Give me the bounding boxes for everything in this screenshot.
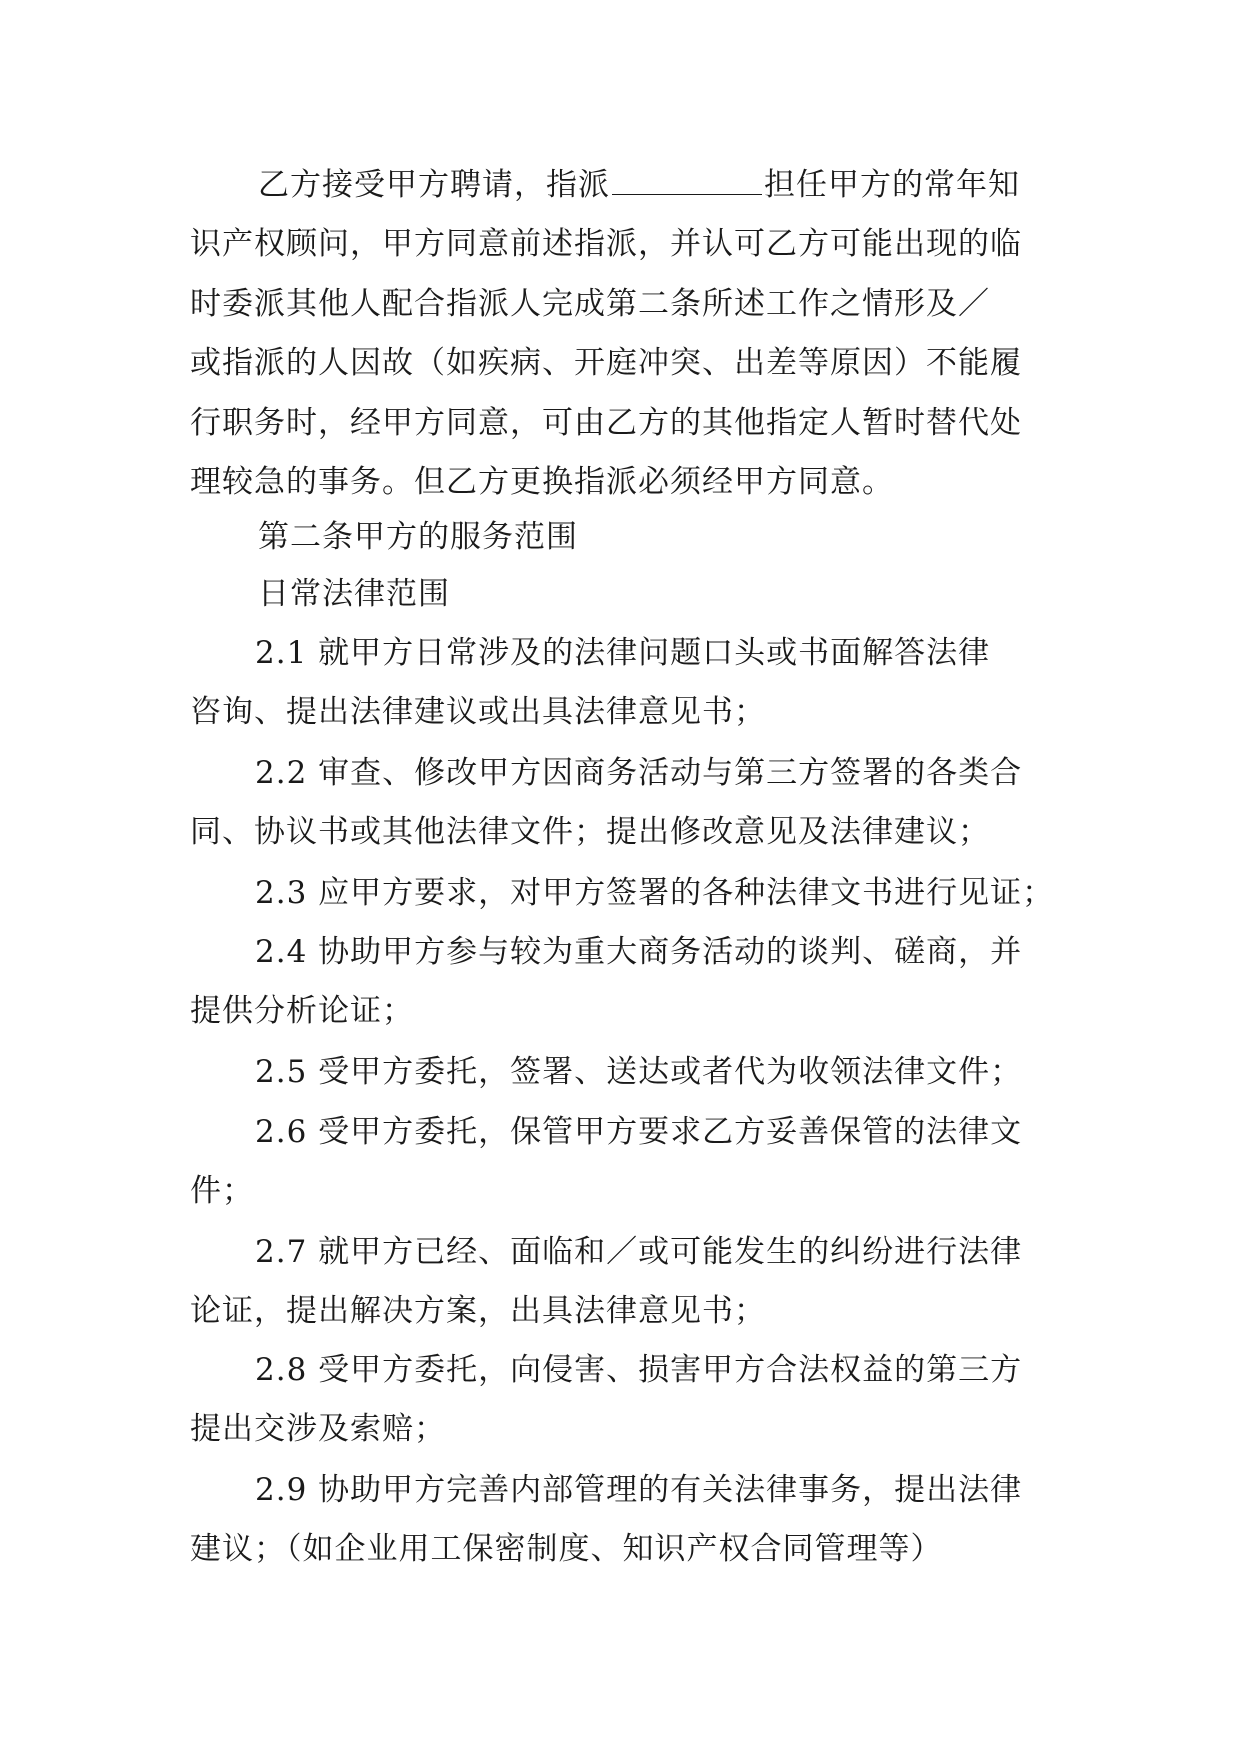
clause-line: 2.9 协助甲方完善内部管理的有关法律事务，提出法律 bbox=[255, 1472, 1023, 1508]
clause-line: 咨询、提出法律建议或出具法律意见书； bbox=[190, 694, 766, 730]
clause-line: 2.4 协助甲方参与较为重大商务活动的谈判、磋商，并 bbox=[255, 934, 1023, 970]
paragraph-line: 行职务时，经甲方同意，可由乙方的其他指定人暂时替代处 bbox=[190, 405, 1022, 441]
clause-line: 2.8 受甲方委托，向侵害、损害甲方合法权益的第三方 bbox=[255, 1352, 1023, 1388]
clause-line: 建议；（如企业用工保密制度、知识产权合同管理等） bbox=[190, 1531, 943, 1567]
clause-line: 2.2 审查、修改甲方因商务活动与第三方签署的各类合 bbox=[255, 755, 1023, 791]
section-heading: 第二条甲方的服务范围 bbox=[258, 519, 578, 555]
clause-line: 2.7 就甲方已经、面临和／或可能发生的纠纷进行法律 bbox=[255, 1234, 1023, 1270]
clause-line: 提出交涉及索赔； bbox=[190, 1411, 446, 1447]
clause-line: 2.6 受甲方委托，保管甲方要求乙方妥善保管的法律文 bbox=[255, 1114, 1023, 1150]
clause-line: 件； bbox=[190, 1173, 254, 1209]
paragraph-line bbox=[258, 165, 1020, 205]
paragraph-line: 理较急的事务。但乙方更换指派必须经甲方同意。 bbox=[190, 464, 894, 500]
clause-line: 论证，提出解决方案，出具法律意见书； bbox=[190, 1293, 766, 1329]
clause-line: 2.3 应甲方要求，对甲方签署的各种法律文书进行见证； bbox=[255, 875, 1055, 911]
paragraph-line: 识产权顾问，甲方同意前述指派，并认可乙方可能出现的临 bbox=[190, 226, 1022, 262]
clause-line: 提供分析论证； bbox=[190, 993, 414, 1029]
clause-line: 2.5 受甲方委托，签署、送达或者代为收领法律文件； bbox=[255, 1054, 1023, 1090]
paragraph-line: 或指派的人因故（如疾病、开庭冲突、出差等原因）不能履 bbox=[190, 345, 1022, 381]
subsection-heading: 日常法律范围 bbox=[258, 576, 450, 612]
paragraph-line: 时委派其他人配合指派人完成第二条所述工作之情形及／ bbox=[190, 286, 990, 322]
text-segment: 担任甲方的常年知 bbox=[764, 167, 1020, 203]
clause-line: 2.1 就甲方日常涉及的法律问题口头或书面解答法律 bbox=[255, 635, 991, 671]
clause-line: 同、协议书或其他法律文件；提出修改意见及法律建议； bbox=[190, 814, 990, 850]
text-segment: 乙方接受甲方聘请，指派 bbox=[258, 167, 610, 203]
fill-in-blank[interactable] bbox=[612, 168, 762, 195]
